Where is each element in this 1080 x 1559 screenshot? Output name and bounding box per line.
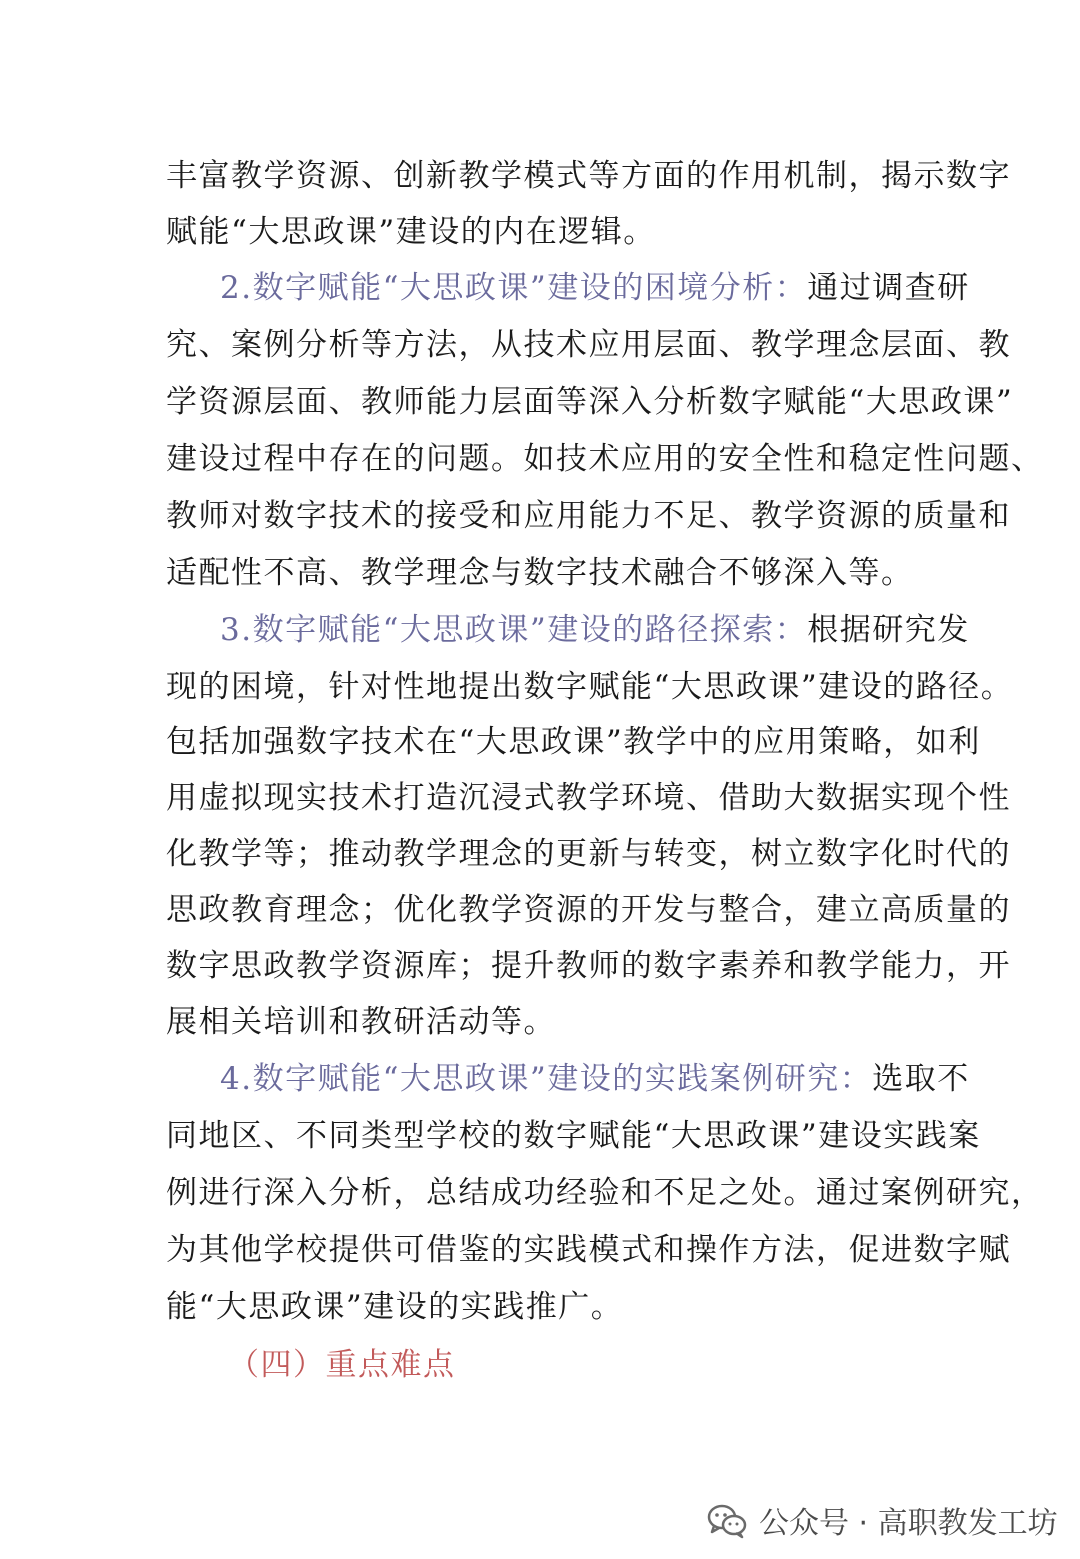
item-4-line <box>220 1059 970 1099</box>
watermark-text: 公众号 · 高职教发工坊 <box>759 1506 1058 1541</box>
body-line: 教师对数字技术的接受和应用能力不足、教学资源的质量和 <box>166 498 1011 534</box>
body-line: 用虚拟现实技术打造沉浸式教学环境、借助大数据实现个性 <box>166 780 1011 816</box>
body-line: 学资源层面、教师能力层面等深入分析数字赋能“大思政课” <box>166 384 1014 420</box>
body-line: 展相关培训和教研活动等。 <box>166 1004 556 1040</box>
item-3-heading: 3.数字赋能“大思政课”建设的路径探索： <box>220 612 808 648</box>
item-3-line <box>220 610 970 650</box>
body-line: 包括加强数字技术在“大思政课”教学中的应用策略，如利 <box>166 724 981 760</box>
body-line: 建设过程中存在的问题。如技术应用的安全性和稳定性问题、 <box>166 441 1044 477</box>
wechat-icon <box>705 1498 749 1542</box>
body-line: 化教学等；推动教学理念的更新与转变，树立数字化时代的 <box>166 836 1011 872</box>
body-line: 丰富教学资源、创新教学模式等方面的作用机制，揭示数字 <box>166 158 1011 194</box>
item-4-heading: 4.数字赋能“大思政课”建设的实践案例研究： <box>220 1061 873 1097</box>
item-3-text: 根据研究发 <box>807 612 970 648</box>
body-line: 同地区、不同类型学校的数字赋能“大思政课”建设实践案 <box>166 1118 981 1154</box>
body-line: 数字思政教学资源库；提升教师的数字素养和教学能力，开 <box>166 948 1011 984</box>
item-2-heading: 2.数字赋能“大思政课”建设的困境分析： <box>220 270 808 306</box>
body-line: 例进行深入分析，总结成功经验和不足之处。通过案例研究， <box>166 1175 1044 1211</box>
item-2-text: 通过调查研 <box>807 270 970 306</box>
body-line: 现的困境，针对性地提出数字赋能“大思政课”建设的路径。 <box>166 669 1014 705</box>
body-line: 赋能“大思政课”建设的内在逻辑。 <box>166 214 656 250</box>
section-heading: （四）重点难点 <box>228 1347 456 1383</box>
item-4-text: 选取不 <box>872 1061 970 1097</box>
body-line: 思政教育理念；优化教学资源的开发与整合，建立高质量的 <box>166 892 1011 928</box>
watermark <box>705 1490 1058 1550</box>
body-line: 适配性不高、教学理念与数字技术融合不够深入等。 <box>166 555 914 591</box>
body-line: 究、案例分析等方法，从技术应用层面、教学理念层面、教 <box>166 327 1011 363</box>
item-2-line <box>220 268 970 308</box>
body-line: 为其他学校提供可借鉴的实践模式和操作方法，促进数字赋 <box>166 1232 1011 1268</box>
body-line: 能“大思政课”建设的实践推广。 <box>166 1289 624 1325</box>
